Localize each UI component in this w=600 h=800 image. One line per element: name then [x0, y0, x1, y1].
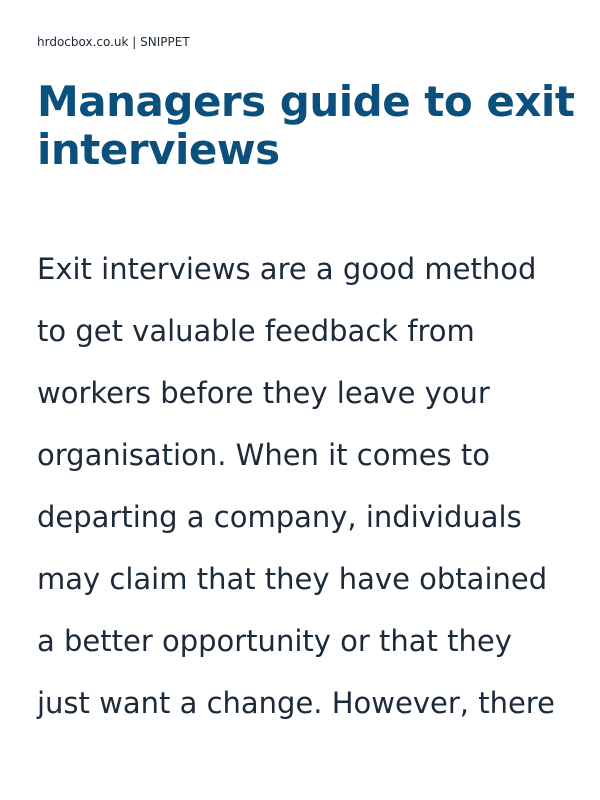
paragraph-line: departing a company, individuals [37, 500, 522, 534]
paragraph-line: Exit interviews are a good method [37, 252, 537, 286]
body-paragraph [37, 238, 577, 734]
paragraph-line: workers before they leave your [37, 376, 490, 410]
paragraph-line: may claim that they have obtained [37, 562, 548, 596]
paragraph-line: organisation. When it comes to [37, 438, 490, 472]
paragraph-line: to get valuable feedback from [37, 314, 475, 348]
page-title: Managers guide to exit interviews [37, 77, 575, 174]
source-label: hrdocbox.co.uk | SNIPPET [37, 35, 190, 49]
paragraph-line: just want a change. However, there [37, 686, 555, 720]
paragraph-line: a better opportunity or that they [37, 624, 512, 658]
